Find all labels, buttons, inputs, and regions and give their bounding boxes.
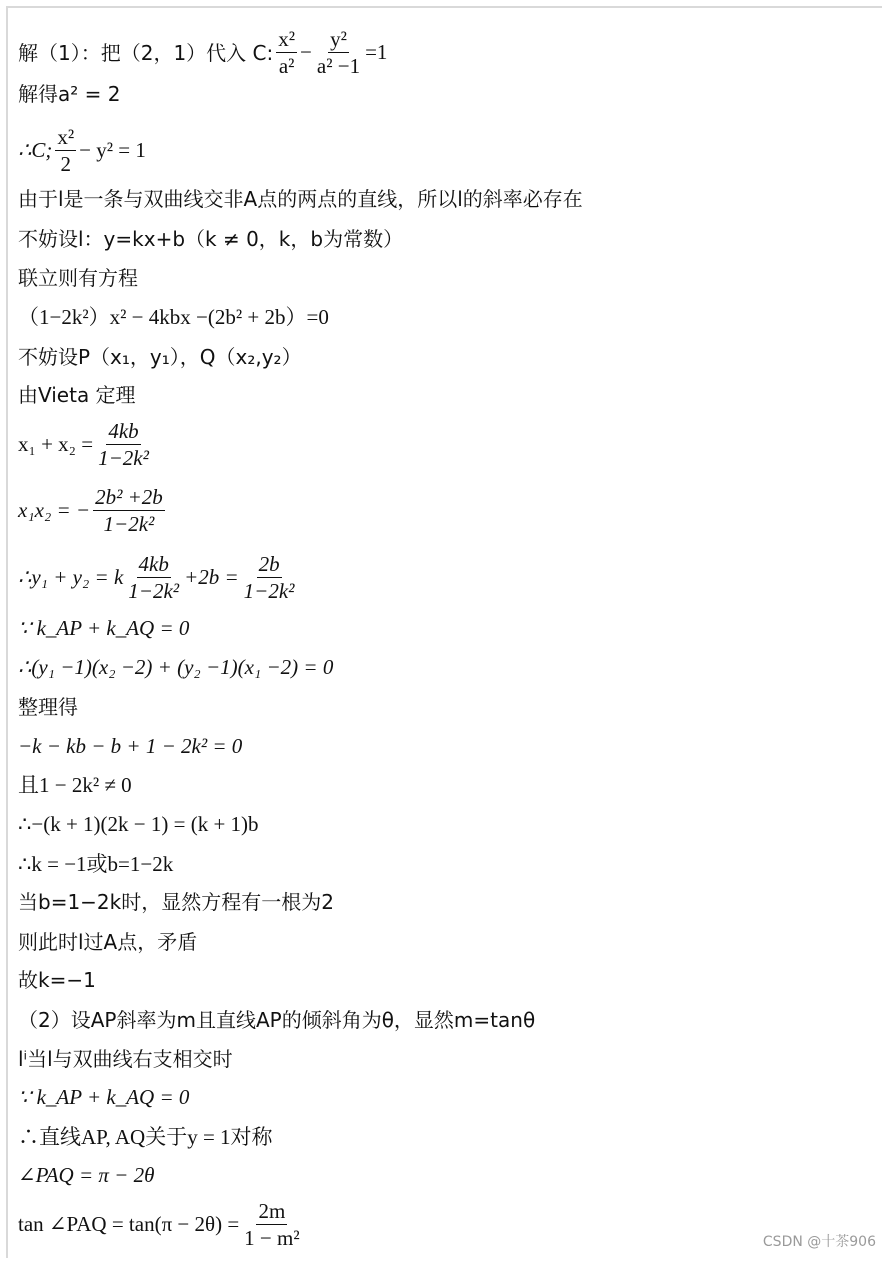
line-28-prefix: tan ∠PAQ = tan(π − 2θ) = bbox=[18, 1212, 240, 1237]
line-2: 解得a² = 2 bbox=[18, 82, 121, 106]
fraction-numerator: x² bbox=[276, 28, 297, 53]
line-23: （2）设AP斜率为m且直线AP的倾斜角为θ，显然m=tanθ bbox=[18, 1008, 536, 1032]
fraction-x2-2 bbox=[55, 126, 76, 175]
fraction-denominator: a² bbox=[278, 54, 295, 79]
line-1-prefix: 解（1）：把（2，1）代入 C: bbox=[18, 40, 274, 65]
line-7: （1−2k²）x² − 4kbx −(2b² + 2b）=0 bbox=[18, 305, 329, 329]
line-12-prefix: ∴y₁ + y₂ = k bbox=[18, 565, 124, 590]
fraction-numerator: 2b² +2b bbox=[93, 486, 165, 511]
line-12 bbox=[18, 553, 299, 602]
fraction-numerator: x² bbox=[55, 126, 76, 151]
fraction-x2-a2 bbox=[276, 28, 297, 77]
line-12-middle: +2b = bbox=[184, 565, 239, 590]
fraction-numerator: 2b bbox=[257, 553, 282, 578]
fraction-denominator: 1−2k² bbox=[243, 579, 295, 604]
fraction-4kb bbox=[96, 420, 151, 469]
fraction-2b bbox=[242, 553, 297, 602]
line-16: −k − kb − b + 1 − 2k² = 0 bbox=[18, 734, 243, 758]
line-3-end: − y² = 1 bbox=[79, 138, 146, 163]
line-22: 故k=−1 bbox=[18, 968, 96, 992]
line-3 bbox=[18, 126, 146, 175]
line-15: 整理得 bbox=[18, 695, 78, 719]
line-21: 则此时l过A点，矛盾 bbox=[18, 930, 198, 954]
fraction-denominator: 1 − m² bbox=[244, 1226, 300, 1251]
fraction-denominator: 1−2k² bbox=[98, 446, 149, 471]
fraction-denominator: 1−2k² bbox=[128, 579, 180, 604]
line-26: ∴直线AP, AQ关于y = 1对称 bbox=[18, 1125, 273, 1149]
line-18: ∴−(k + 1)(2k − 1) = (k + 1)b bbox=[18, 812, 259, 836]
line-4: 由于l是一条与双曲线交非A点的两点的直线，所以l的斜率必存在 bbox=[18, 187, 583, 211]
csdn-watermark: CSDN @十茶906 bbox=[762, 1234, 876, 1250]
fraction-denominator: 2 bbox=[60, 152, 72, 177]
line-11 bbox=[18, 486, 168, 535]
line-5: 不妨设l：y=kx+b（k ≠ 0，k，b为常数） bbox=[18, 227, 404, 251]
fraction-numerator: 4kb bbox=[137, 553, 171, 578]
line-10 bbox=[18, 420, 154, 469]
line-11-prefix: x₁x₂ = − bbox=[18, 498, 91, 523]
fraction-2b2-2b bbox=[93, 486, 165, 535]
line-25: ∵ k_AP + k_AQ = 0 bbox=[18, 1085, 190, 1109]
line-9: 由Vieta 定理 bbox=[18, 383, 136, 407]
line-28 bbox=[18, 1200, 305, 1249]
line-10-prefix: x₁ + x₂ = bbox=[18, 432, 94, 457]
fraction-denominator: 1−2k² bbox=[103, 512, 155, 537]
line-6: 联立则有方程 bbox=[18, 266, 138, 290]
line-20: 当b=1−2k时，显然方程有一根为2 bbox=[18, 890, 334, 914]
fraction-numerator: 4kb bbox=[106, 420, 140, 445]
line-14: ∴(y₁ −1)(x₂ −2) + (y₂ −1)(x₁ −2) = 0 bbox=[18, 655, 334, 679]
fraction-2m bbox=[242, 1200, 301, 1249]
minus-sign: − bbox=[300, 40, 312, 65]
line-3-prefix: ∴C; bbox=[18, 138, 53, 163]
line-8: 不妨设P（x₁，y₁），Q（x₂,y₂） bbox=[18, 345, 302, 369]
fraction-denominator: a² −1 bbox=[316, 54, 361, 79]
line-24: lⁱ当l与双曲线右支相交时 bbox=[18, 1047, 233, 1071]
fraction-y2-a2-1 bbox=[315, 28, 362, 77]
line-13: ∵ k_AP + k_AQ = 0 bbox=[18, 616, 190, 640]
fraction-numerator: 2m bbox=[256, 1200, 287, 1225]
line-19: ∴k = −1或b=1−2k bbox=[18, 852, 174, 876]
line-27: ∠PAQ = π − 2θ bbox=[18, 1163, 155, 1187]
equals-one: =1 bbox=[365, 40, 388, 65]
fraction-4kb bbox=[126, 553, 181, 602]
line-17: 且1 − 2k² ≠ 0 bbox=[18, 773, 132, 797]
line-1 bbox=[18, 28, 387, 77]
fraction-numerator: y² bbox=[328, 28, 349, 53]
